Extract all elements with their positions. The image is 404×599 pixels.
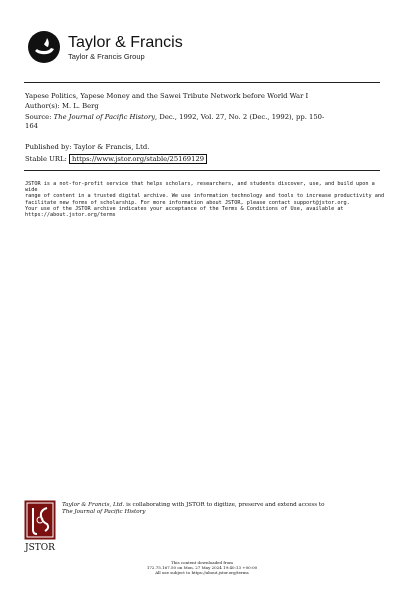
source-pages-cont: 164 <box>25 122 38 130</box>
jstor-description-line: range of content in a trusted digital archive. We use information technology and tools to increase productivity and <box>25 193 385 200</box>
jstor-emblem-icon <box>24 500 56 552</box>
publisher-logo <box>27 30 183 64</box>
terms-notice <box>25 206 385 218</box>
source-details: , Dec., 1992, Vol. 27, No. 2 (Dec., 1992), pp. 150- <box>155 113 325 121</box>
source-line <box>25 113 380 131</box>
collab-journal: The Journal of Pacific History <box>62 508 146 515</box>
jstor-logo <box>24 500 56 552</box>
footer-line: 172.75.167.50 on Mon, 27 May 2024 19:40:13 +00:00 <box>146 565 258 570</box>
stable-url-line <box>25 155 207 164</box>
stable-url-link[interactable]: https://www.jstor.org/stable/25169129 <box>69 154 207 164</box>
download-footer <box>0 560 404 575</box>
middle-divider <box>24 170 380 171</box>
publisher-group: Taylor & Francis Group <box>68 51 145 61</box>
footer-terms-link[interactable]: All use subject to https://about.jstor.org/terms <box>155 570 249 575</box>
published-label: Published by: <box>25 143 72 151</box>
author-label: Author(s): <box>25 102 60 110</box>
terms-link[interactable]: https://about.jstor.org/terms <box>25 212 116 219</box>
article-title: Yapese Politics, Yapese Money and the Sawei Tribute Network before World War I <box>25 92 309 100</box>
collaboration-notice <box>62 502 362 515</box>
jstor-description-line: JSTOR is a not-for-profit service that helps scholars, researchers, and students discover, use, and build upon a wide <box>25 181 375 194</box>
author-line <box>25 102 99 111</box>
collab-org: Taylor & Francis, Ltd. <box>62 502 125 508</box>
author-name: M. L. Berg <box>62 102 99 110</box>
publisher-name: Taylor & Francis <box>68 33 183 51</box>
source-label: Source: <box>25 113 52 121</box>
jstor-wordmark: JSTOR <box>25 543 55 552</box>
top-divider <box>24 82 380 83</box>
stable-url-label: Stable URL: <box>25 155 67 163</box>
published-name: Taylor & Francis, Ltd. <box>73 143 150 151</box>
terms-notice-line: Your use of the JSTOR archive indicates your acceptance of the Terms & Conditions of Use, available at <box>25 206 344 212</box>
published-line <box>25 143 149 152</box>
jstor-description-line: facilitate new forms of scholarship. For more information about JSTOR, please contact support@jstor.org. <box>25 199 350 206</box>
journal-title: The Journal of Pacific History <box>53 113 156 121</box>
footer-line: This content downloaded from <box>171 560 233 565</box>
jstor-description <box>25 181 385 206</box>
collab-text: is collaborating with JSTOR to digitize, preserve and extend access to <box>124 502 325 508</box>
oil-lamp-icon <box>27 30 61 64</box>
